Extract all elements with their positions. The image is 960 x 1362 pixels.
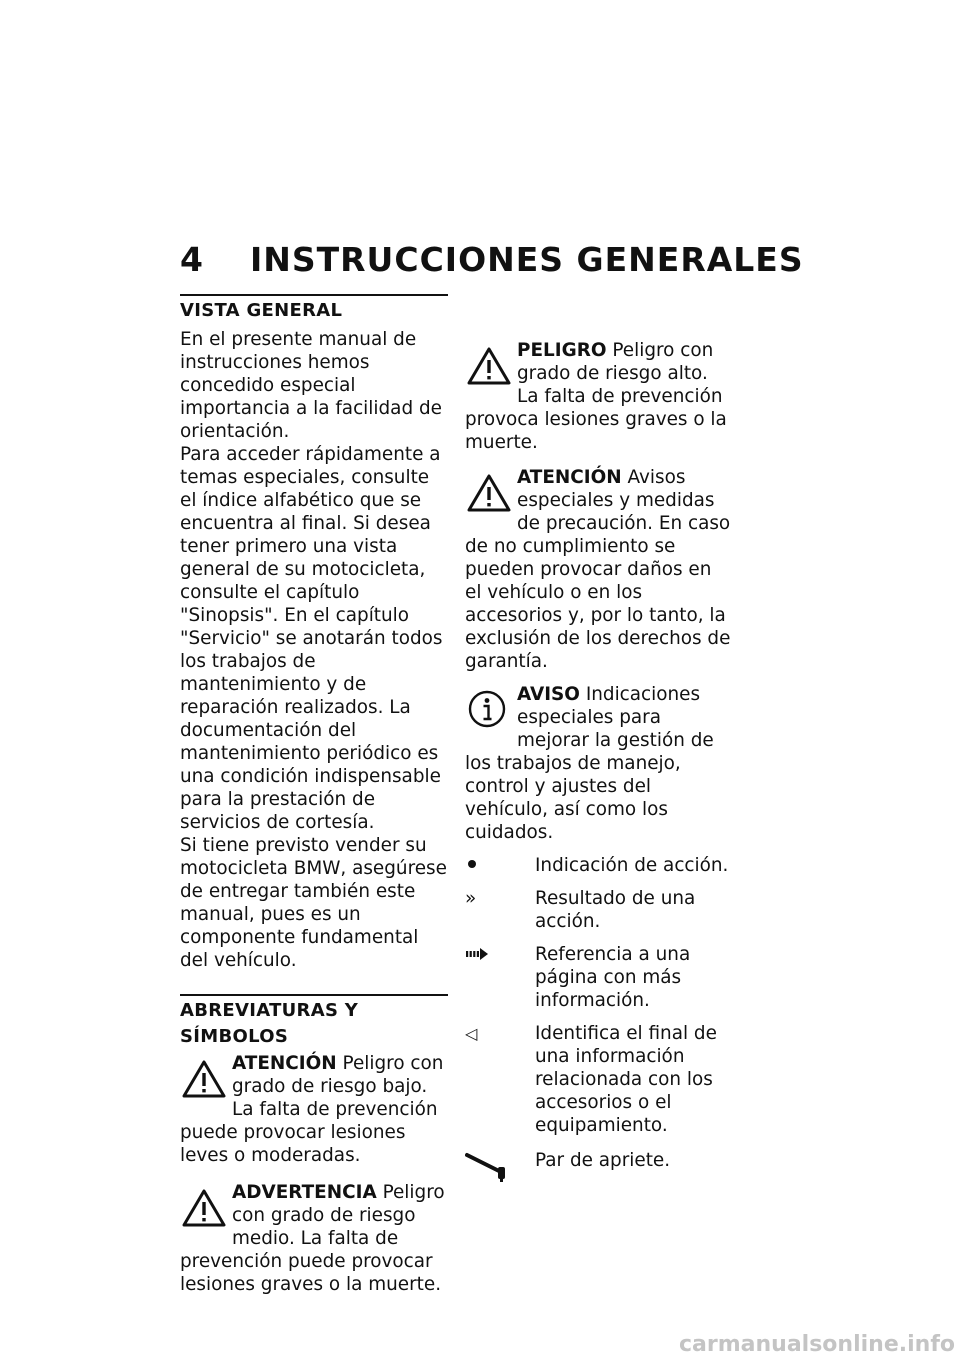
symbol-row xyxy=(465,1022,733,1137)
overview-heading: VISTA GENERAL xyxy=(180,300,343,321)
symbol-row xyxy=(465,943,733,1012)
left-column xyxy=(180,294,448,1296)
result-symbol: » xyxy=(465,888,477,909)
notice-keyword: PELIGRO xyxy=(517,340,607,361)
warning-triangle-icon xyxy=(180,1185,228,1231)
warning-triangle-icon xyxy=(465,470,513,516)
symbol-description: Indicación de acción. xyxy=(535,855,729,876)
section-divider xyxy=(180,994,448,996)
notice-text: Indicaciones especiales para mejorar la gestión de los trabajos de manejo, control y ajustes del vehículo, así como los cuidados. xyxy=(465,684,714,843)
symbol-description: Par de apriete. xyxy=(535,1150,671,1171)
end-marker-symbol: ◁ xyxy=(465,1024,478,1043)
chapter-number: 4 xyxy=(180,240,204,279)
notice-text: Peligro con grado de riesgo medio. La falta de prevención puede provocar lesiones graves o la muerte. xyxy=(180,1182,445,1295)
symbol-row xyxy=(465,854,733,877)
info-icon xyxy=(465,687,513,733)
warning-triangle-icon xyxy=(465,343,513,389)
notice-info xyxy=(465,683,733,844)
notice-caution-low xyxy=(180,1052,448,1167)
overview-paragraph-3: Si tiene previsto vender su motocicleta BMW, asegúrese de entregar también este manual, pues es un componente fundamental del vehículo. xyxy=(180,835,447,971)
notice-keyword: ATENCIÓN xyxy=(232,1053,337,1074)
notice-keyword: AVISO xyxy=(517,684,580,705)
page-reference-arrow-icon xyxy=(465,943,491,966)
right-column xyxy=(465,295,733,1183)
notice-keyword: ADVERTENCIA xyxy=(232,1182,377,1203)
symbol-row xyxy=(465,887,733,933)
notice-text: Peligro con grado de riesgo alto. La falta de prevención provoca lesiones graves o la muerte. xyxy=(465,340,727,453)
page-title xyxy=(180,240,880,280)
overview-paragraph-1: En el presente manual de instrucciones hemos concedido especial importancia a la facilidad de orientación. xyxy=(180,329,442,442)
warning-triangle-icon xyxy=(180,1056,228,1102)
notice-text: Peligro con grado de riesgo bajo. La falta de prevención puede provocar lesiones leves o moderadas. xyxy=(180,1053,444,1166)
notice-warning-medium xyxy=(180,1181,448,1296)
symbol-description: Resultado de una acción. xyxy=(535,888,696,932)
symbol-legend xyxy=(465,854,733,1183)
symbol-row xyxy=(465,1149,733,1183)
abbreviations-heading: ABREVIATURAS Y SÍMBOLOS xyxy=(180,1000,359,1047)
overview-paragraph-2: Para acceder rápidamente a temas especiales, consulte el índice alfabético que se encuentra al final. Si desea tener primero una vista general de su motocicleta, consulte el capítulo "Sinopsis". En el capítulo "Servicio" se anotarán todos los trabajos de mantenimiento y de reparación realizados. La documentación del mantenimiento periódico es una condición indispensable para la prestación de servicios de cortesía. xyxy=(180,444,443,833)
torque-wrench-icon xyxy=(465,1149,509,1183)
symbol-description: Referencia a una página con más información. xyxy=(535,944,691,1011)
notice-danger-high xyxy=(465,339,733,454)
chapter-title: INSTRUCCIONES GENERALES xyxy=(249,240,804,279)
bullet-icon xyxy=(465,854,479,877)
site-watermark: carmanualsonline.info xyxy=(679,1332,955,1357)
notice-text: Avisos especiales y medidas de precaución. En caso de no cumplimiento se pueden provocar daños en el vehículo o en los accesorios y, por lo tanto, la exclusión de los derechos de garantía. xyxy=(465,467,731,672)
notice-attention-material xyxy=(465,466,733,673)
symbol-description: Identifica el final de una información relacionada con los accesorios o el equipamiento. xyxy=(535,1023,717,1136)
notice-keyword: ATENCIÓN xyxy=(517,467,622,488)
section-divider xyxy=(180,294,448,296)
